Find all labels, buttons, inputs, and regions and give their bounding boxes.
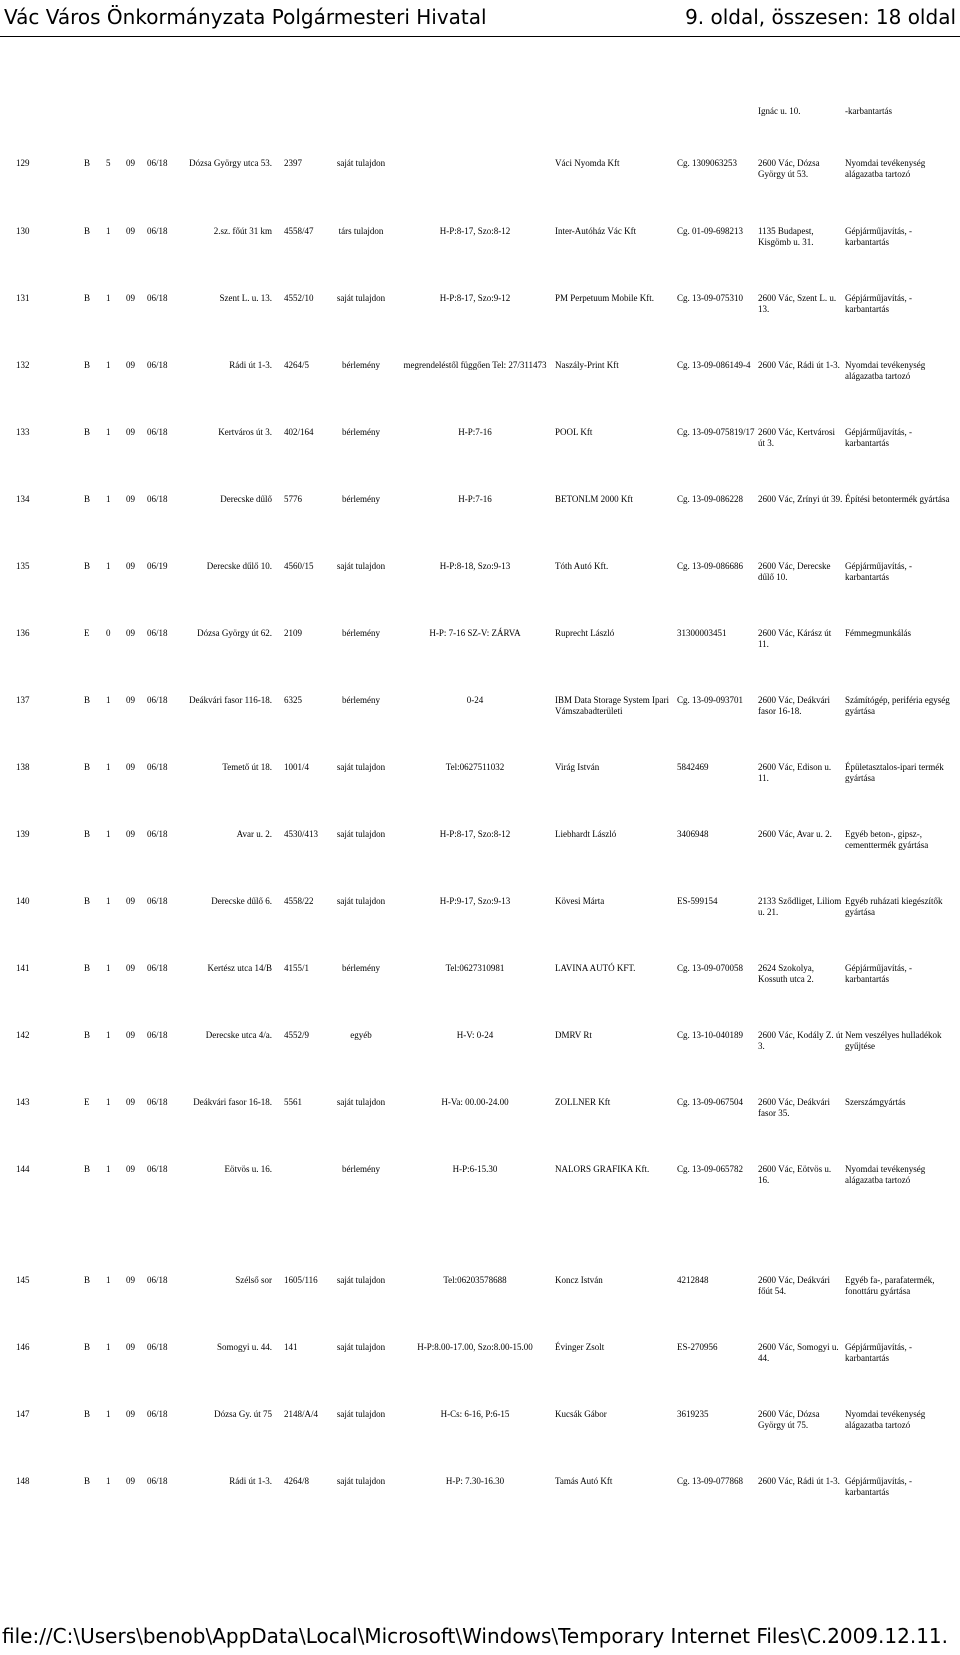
cell-own: saját tulajdon bbox=[336, 762, 386, 772]
cell-date: 06/18 bbox=[147, 829, 168, 839]
cell-date: 06/18 bbox=[147, 1030, 168, 1040]
cell-hours: H-P:8-18, Szo:9-13 bbox=[439, 561, 511, 571]
cell-act: Szerszámgyártás bbox=[845, 1097, 906, 1107]
cell-act: Számítógép, periféria egység gyártása bbox=[845, 695, 950, 716]
cell-reg: Cg. 13-09-086228 bbox=[677, 494, 743, 504]
cell-own: saját tulajdon bbox=[336, 1476, 386, 1486]
cell-hrsz: 4155/1 bbox=[284, 963, 310, 973]
cell-addr: Derecske dűlő bbox=[220, 494, 272, 504]
cell-n2: 09 bbox=[126, 293, 135, 303]
cell-reg: Cg. 13-09-093701 bbox=[677, 695, 743, 705]
cell-act: Nyomdai tevékenység alágazatba tartozó bbox=[845, 1409, 926, 1430]
cell-cat: B bbox=[84, 494, 91, 504]
cell-hours: H-P: 7-16 SZ-V: ZÁRVA bbox=[429, 628, 521, 638]
cell-hrsz: 2148/A/4 bbox=[284, 1409, 319, 1419]
cell-hours: H-Va: 00.00-24.00 bbox=[441, 1097, 509, 1107]
cell-n1: 1 bbox=[106, 695, 111, 705]
cell-name: NALORS GRAFIKA Kft. bbox=[555, 1164, 650, 1174]
cell-addr: Rádi út 1-3. bbox=[229, 1476, 272, 1486]
cell-own: bérlemény bbox=[342, 427, 380, 437]
cell-addr: Derecske utca 4/a. bbox=[205, 1030, 272, 1040]
cell-name: Ruprecht László bbox=[555, 628, 615, 638]
cell-hours: H-P:8-17, Szo:9-12 bbox=[439, 293, 511, 303]
cell-seat: 2600 Vác, Deákvári fasor 35. bbox=[758, 1097, 831, 1118]
cell-date: 06/18 bbox=[147, 1164, 168, 1174]
cell-date: 06/18 bbox=[147, 762, 168, 772]
cell-name: Váci Nyomda Kft bbox=[555, 158, 620, 168]
cell-n2: 09 bbox=[126, 494, 135, 504]
cell-addr: Kertváros út 3. bbox=[218, 427, 272, 437]
cell-addr: Eötvös u. 16. bbox=[224, 1164, 272, 1174]
cell-cat: B bbox=[84, 695, 91, 705]
cell-date: 06/18 bbox=[147, 695, 168, 705]
cell-hours: H-P:9-17, Szo:9-13 bbox=[439, 896, 511, 906]
cell-act: Gépjárműjavítás, -karbantartás bbox=[845, 1342, 912, 1363]
cell-own: saját tulajdon bbox=[336, 829, 386, 839]
cell-own: bérlemény bbox=[342, 695, 380, 705]
cell-n1: 1 bbox=[106, 1275, 111, 1285]
cell-cat: B bbox=[84, 1342, 91, 1352]
cell-no: 138 bbox=[16, 762, 30, 772]
cell-hours: Tel:0627310981 bbox=[445, 963, 505, 973]
cell-hrsz: 4560/15 bbox=[284, 561, 314, 571]
cell-reg: Cg. 13-09-070058 bbox=[677, 963, 743, 973]
cell-hrsz: 4552/9 bbox=[284, 1030, 310, 1040]
cell-name: Évinger Zsolt bbox=[555, 1342, 605, 1352]
cell-addr: Dózsa György utca 53. bbox=[189, 158, 272, 168]
cell-name: Naszály-Print Kft bbox=[555, 360, 619, 370]
page-footer bbox=[0, 1618, 960, 1655]
cell-own: bérlemény bbox=[342, 494, 380, 504]
cell-act: Építési betontermék gyártása bbox=[845, 494, 950, 504]
cell-no: 133 bbox=[16, 427, 30, 437]
cell-seat: 2600 Vác, Rádi út 1-3. bbox=[758, 360, 840, 370]
cell-own: bérlemény bbox=[342, 628, 380, 638]
cell-n1: 1 bbox=[106, 293, 111, 303]
cell-name: Tóth Autó Kft. bbox=[555, 561, 609, 571]
cell-reg: Cg. 13-10-040189 bbox=[677, 1030, 743, 1040]
cell-no: 143 bbox=[16, 1097, 30, 1107]
cell-own: saját tulajdon bbox=[336, 896, 386, 906]
cell-n2: 09 bbox=[126, 1476, 135, 1486]
cell-cat: E bbox=[84, 628, 90, 638]
cell-reg: Cg. 13-09-065782 bbox=[677, 1164, 743, 1174]
cell-addr: Dózsa György út 62. bbox=[197, 628, 272, 638]
cell-no: 146 bbox=[16, 1342, 30, 1352]
cell-name: DMRV Rt bbox=[555, 1030, 592, 1040]
cell-no: 140 bbox=[16, 896, 30, 906]
cell-seat: 1135 Budapest, Kisgömb u. 31. bbox=[758, 226, 814, 247]
cell-n2: 09 bbox=[126, 1275, 135, 1285]
cell-date: 06/18 bbox=[147, 1097, 168, 1107]
cell-date: 06/18 bbox=[147, 293, 168, 303]
cell-act: Gépjárműjavítás, -karbantartás bbox=[845, 226, 912, 247]
cell-seat: 2600 Vác, Kárász út 11. bbox=[758, 628, 832, 649]
cell-seat: 2600 Vác, Deákvári fasor 16-18. bbox=[758, 695, 831, 716]
cell-date: 06/18 bbox=[147, 360, 168, 370]
cell-n1: 1 bbox=[106, 762, 111, 772]
cell-hrsz: 4558/22 bbox=[284, 896, 314, 906]
cell-n2: 09 bbox=[126, 896, 135, 906]
cell-addr: Somogyi u. 44. bbox=[216, 1342, 272, 1352]
cell-own: társ tulajdon bbox=[338, 226, 384, 236]
cell-own: bérlemény bbox=[342, 1164, 380, 1174]
cell-hrsz: 1605/116 bbox=[284, 1275, 318, 1285]
cell-act: Egyéb beton-, gipsz-, cementtermék gyártása bbox=[845, 829, 929, 850]
cell-own: saját tulajdon bbox=[336, 1097, 386, 1107]
cell-act: Épületasztalos-ipari termék gyártása bbox=[845, 762, 944, 783]
cell-own: saját tulajdon bbox=[336, 1409, 386, 1419]
cell-seat: 2600 Vác, Avar u. 2. bbox=[758, 829, 832, 839]
cell-reg: Cg. 1309063253 bbox=[677, 158, 738, 168]
cell-hours: H-P: 7.30-16.30 bbox=[445, 1476, 505, 1486]
cell-seat: 2600 Vác, Kodály Z. út 3. bbox=[758, 1030, 843, 1051]
cell-act: Fémmegmunkálás bbox=[845, 628, 911, 638]
cell-n1: 1 bbox=[106, 963, 111, 973]
cell-hours: H-P:7-16 bbox=[458, 427, 492, 437]
cell-hrsz: 2109 bbox=[284, 628, 302, 638]
cell-reg: 3406948 bbox=[677, 829, 709, 839]
cell-n2: 09 bbox=[126, 360, 135, 370]
header-title: Vác Város Önkormányzata Polgármesteri Hivatal bbox=[4, 5, 487, 29]
cell-hrsz: 4552/10 bbox=[284, 293, 314, 303]
cell-reg: Cg. 13-09-086149-4 bbox=[677, 360, 751, 370]
cell-hrsz: 4264/5 bbox=[284, 360, 310, 370]
cell-hrsz: 2397 bbox=[284, 158, 302, 168]
cell-addr: Szent L. u. 13. bbox=[219, 293, 272, 303]
cell-n2: 09 bbox=[126, 1097, 135, 1107]
page-indicator: 9. oldal, összesen: 18 oldal bbox=[685, 5, 956, 29]
cell-addr: Derecske dűlő 10. bbox=[206, 561, 272, 571]
cell-addr: Derecske dűlő 6. bbox=[211, 896, 272, 906]
cell-seat: 2600 Vác, Kertvárosi út 3. bbox=[758, 427, 836, 448]
cell-cat: B bbox=[84, 829, 91, 839]
cell-name: Koncz István bbox=[555, 1275, 603, 1285]
cell-hrsz: 5776 bbox=[284, 494, 302, 504]
cell-hours: Tel:06203578688 bbox=[443, 1275, 507, 1285]
cell-cat: B bbox=[84, 1030, 91, 1040]
cell-reg: ES-270956 bbox=[677, 1342, 718, 1352]
cell-hrsz: 6325 bbox=[284, 695, 302, 705]
cell-name: Kövesi Márta bbox=[555, 896, 605, 906]
cell-n1: 1 bbox=[106, 1097, 111, 1107]
cell-seat: 2600 Vác, Derecske dűlő 10. bbox=[758, 561, 831, 582]
cell-no: 147 bbox=[16, 1409, 30, 1419]
fragment-activity: -karbantartás bbox=[845, 106, 892, 116]
cell-date: 06/18 bbox=[147, 427, 168, 437]
cell-act: Gépjárműjavítás, -karbantartás bbox=[845, 293, 912, 314]
cell-date: 06/18 bbox=[147, 1275, 168, 1285]
cell-name: Liebhardt László bbox=[555, 829, 617, 839]
cell-reg: 3619235 bbox=[677, 1409, 709, 1419]
cell-hours: H-P:8.00-17.00, Szo:8.00-15.00 bbox=[417, 1342, 533, 1352]
cell-n1: 1 bbox=[106, 226, 111, 236]
cell-cat: B bbox=[84, 762, 91, 772]
cell-cat: B bbox=[84, 1409, 91, 1419]
cell-n1: 1 bbox=[106, 1030, 111, 1040]
cell-n2: 09 bbox=[126, 1030, 135, 1040]
cell-own: saját tulajdon bbox=[336, 1342, 386, 1352]
cell-n2: 09 bbox=[126, 628, 135, 638]
cell-addr: Kertész utca 14/B bbox=[207, 963, 272, 973]
cell-own: saját tulajdon bbox=[336, 293, 386, 303]
cell-n2: 09 bbox=[126, 1164, 135, 1174]
cell-hours: H-P:7-16 bbox=[458, 494, 492, 504]
cell-act: Nyomdai tevékenység alágazatba tartozó bbox=[845, 158, 926, 179]
cell-reg: Cg. 13-09-075310 bbox=[677, 293, 743, 303]
cell-addr: Rádi út 1-3. bbox=[229, 360, 272, 370]
cell-reg: Cg. 13-09-067504 bbox=[677, 1097, 743, 1107]
cell-hours: H-P:6-15.30 bbox=[452, 1164, 498, 1174]
cell-n1: 1 bbox=[106, 427, 111, 437]
cell-addr: 2.sz. főút 31 km bbox=[213, 226, 272, 236]
cell-act: Nyomdai tevékenység alágazatba tartozó bbox=[845, 1164, 926, 1185]
cell-own: saját tulajdon bbox=[336, 561, 386, 571]
cell-no: 136 bbox=[16, 628, 30, 638]
cell-addr: Deákvári fasor 116-18. bbox=[189, 695, 272, 705]
cell-act: Nyomdai tevékenység alágazatba tartozó bbox=[845, 360, 926, 381]
cell-own: saját tulajdon bbox=[336, 1275, 386, 1285]
cell-n1: 1 bbox=[106, 561, 111, 571]
cell-date: 06/18 bbox=[147, 1342, 168, 1352]
footer-path: file://C:\Users\benob\AppData\Local\Microsoft\Windows\Temporary Internet Files\C... bbox=[2, 1624, 840, 1648]
cell-reg: 4212848 bbox=[677, 1275, 709, 1285]
cell-addr: Temető út 18. bbox=[222, 762, 272, 772]
cell-n2: 09 bbox=[126, 561, 135, 571]
cell-reg: Cg. 01-09-698213 bbox=[677, 226, 743, 236]
cell-hrsz: 141 bbox=[284, 1342, 298, 1352]
cell-name: LAVINA AUTÓ KFT. bbox=[555, 963, 636, 973]
cell-hours: Tel:0627511032 bbox=[445, 762, 505, 772]
cell-seat: 2600 Vác, Somogyi u. 44. bbox=[758, 1342, 839, 1363]
cell-no: 137 bbox=[16, 695, 30, 705]
cell-hours: H-P:8-17, Szo:8-12 bbox=[439, 226, 511, 236]
cell-name: Inter-Autóház Vác Kft bbox=[555, 226, 637, 236]
cell-n2: 09 bbox=[126, 829, 135, 839]
cell-date: 06/18 bbox=[147, 1476, 168, 1486]
cell-seat: 2600 Vác, Edison u. 11. bbox=[758, 762, 832, 783]
cell-no: 144 bbox=[16, 1164, 30, 1174]
cell-reg: 5842469 bbox=[677, 762, 709, 772]
cell-reg: Cg. 13-09-086686 bbox=[677, 561, 743, 571]
cell-n2: 09 bbox=[126, 1342, 135, 1352]
cell-reg: Cg. 13-09-077868 bbox=[677, 1476, 743, 1486]
cell-own: bérlemény bbox=[342, 963, 380, 973]
cell-hours: 0-24 bbox=[466, 695, 484, 705]
cell-cat: B bbox=[84, 963, 91, 973]
cell-n1: 1 bbox=[106, 1409, 111, 1419]
cell-own: egyéb bbox=[350, 1030, 372, 1040]
cell-name: Tamás Autó Kft bbox=[555, 1476, 613, 1486]
cell-no: 145 bbox=[16, 1275, 30, 1285]
cell-name: ZOLLNER Kft bbox=[555, 1097, 611, 1107]
cell-date: 06/19 bbox=[147, 561, 168, 571]
cell-hrsz: 4264/8 bbox=[284, 1476, 310, 1486]
cell-n1: 1 bbox=[106, 494, 111, 504]
cell-seat: 2600 Vác, Szent L. u. 13. bbox=[758, 293, 837, 314]
cell-n2: 09 bbox=[126, 1409, 135, 1419]
cell-no: 135 bbox=[16, 561, 30, 571]
cell-n2: 09 bbox=[126, 427, 135, 437]
cell-n1: 1 bbox=[106, 896, 111, 906]
cell-n1: 1 bbox=[106, 829, 111, 839]
cell-hrsz: 4530/413 bbox=[284, 829, 319, 839]
cell-no: 131 bbox=[16, 293, 30, 303]
cell-hrsz: 1001/4 bbox=[284, 762, 310, 772]
cell-n2: 09 bbox=[126, 695, 135, 705]
cell-name: BETONLM 2000 Kft bbox=[555, 494, 633, 504]
cell-n2: 09 bbox=[126, 226, 135, 236]
cell-act: Gépjárműjavítás, -karbantartás bbox=[845, 427, 912, 448]
cell-n2: 09 bbox=[126, 762, 135, 772]
cell-date: 06/18 bbox=[147, 963, 168, 973]
cell-name: Kucsák Gábor bbox=[555, 1409, 607, 1419]
cell-no: 132 bbox=[16, 360, 30, 370]
page-header bbox=[0, 0, 960, 37]
cell-no: 130 bbox=[16, 226, 30, 236]
cell-no: 142 bbox=[16, 1030, 30, 1040]
cell-act: Gépjárműjavítás, -karbantartás bbox=[845, 963, 912, 984]
cell-cat: B bbox=[84, 158, 91, 168]
cell-seat: 2600 Vác, Eötvös u. 16. bbox=[758, 1164, 832, 1185]
cell-seat: 2600 Vác, Deákvári főút 54. bbox=[758, 1275, 831, 1296]
cell-cat: B bbox=[84, 1476, 91, 1486]
cell-cat: B bbox=[84, 293, 91, 303]
cell-date: 06/18 bbox=[147, 628, 168, 638]
cell-seat: 2600 Vác, Rádi út 1-3. bbox=[758, 1476, 840, 1486]
cell-date: 06/18 bbox=[147, 896, 168, 906]
cell-n1: 1 bbox=[106, 1476, 111, 1486]
cell-act: Gépjárműjavítás, -karbantartás bbox=[845, 561, 912, 582]
cell-n2: 09 bbox=[126, 158, 135, 168]
cell-n1: 0 bbox=[106, 628, 111, 638]
cell-name: Virág István bbox=[555, 762, 600, 772]
cell-n1: 5 bbox=[106, 158, 111, 168]
cell-addr: Avar u. 2. bbox=[236, 829, 272, 839]
cell-reg: 31300003451 bbox=[677, 628, 727, 638]
cell-n1: 1 bbox=[106, 1342, 111, 1352]
cell-n2: 09 bbox=[126, 963, 135, 973]
cell-addr: Deákvári fasor 16-18. bbox=[193, 1097, 272, 1107]
cell-hrsz: 5561 bbox=[284, 1097, 302, 1107]
cell-cat: B bbox=[84, 1275, 91, 1285]
cell-hours: H-V: 0-24 bbox=[456, 1030, 494, 1040]
cell-seat: 2624 Szokolya, Kossuth utca 2. bbox=[758, 963, 814, 984]
cell-own: saját tulajdon bbox=[336, 158, 386, 168]
cell-name: IBM Data Storage System Ipari Vámszabadterületi bbox=[555, 695, 669, 716]
cell-no: 134 bbox=[16, 494, 30, 504]
footer-date: 2009.12.11. bbox=[827, 1624, 948, 1648]
cell-hrsz: 4558/47 bbox=[284, 226, 314, 236]
cell-seat: 2133 Sződliget, Liliom u. 21. bbox=[758, 896, 842, 917]
cell-cat: B bbox=[84, 226, 91, 236]
cell-name: PM Perpetuum Mobile Kft. bbox=[555, 293, 654, 303]
cell-hours: H-P:8-17, Szo:8-12 bbox=[439, 829, 511, 839]
cell-cat: B bbox=[84, 561, 91, 571]
cell-no: 141 bbox=[16, 963, 30, 973]
cell-cat: B bbox=[84, 427, 91, 437]
cell-seat: 2600 Vác, Dózsa György út 53. bbox=[758, 158, 820, 179]
cell-date: 06/18 bbox=[147, 494, 168, 504]
cell-name: POOL Kft bbox=[555, 427, 593, 437]
cell-act: Egyéb fa-, parafatermék, fonottáru gyártása bbox=[845, 1275, 935, 1296]
cell-reg: Cg. 13-09-075819/17 bbox=[677, 427, 755, 437]
cell-hours: megrendeléstől függően Tel: 27/311473 bbox=[403, 360, 547, 370]
cell-n1: 1 bbox=[106, 360, 111, 370]
cell-date: 06/18 bbox=[147, 1409, 168, 1419]
fragment-address: Ignác u. 10. bbox=[758, 106, 801, 116]
cell-no: 148 bbox=[16, 1476, 30, 1486]
cell-no: 129 bbox=[16, 158, 30, 168]
cell-date: 06/18 bbox=[147, 226, 168, 236]
cell-own: bérlemény bbox=[342, 360, 380, 370]
cell-cat: B bbox=[84, 360, 91, 370]
cell-cat: E bbox=[84, 1097, 90, 1107]
cell-addr: Szélső sor bbox=[235, 1275, 272, 1285]
cell-seat: 2600 Vác, Zrínyi út 39. bbox=[758, 494, 843, 504]
cell-act: Nem veszélyes hulladékok gyűjtése bbox=[845, 1030, 942, 1051]
cell-act: Gépjárműjavítás, -karbantartás bbox=[845, 1476, 912, 1497]
cell-act: Egyéb ruházati kiegészítők gyártása bbox=[845, 896, 943, 917]
cell-cat: B bbox=[84, 1164, 91, 1174]
cell-seat: 2600 Vác, Dózsa György út 75. bbox=[758, 1409, 820, 1430]
cell-addr: Dózsa Gy. út 75 bbox=[214, 1409, 272, 1419]
cell-date: 06/18 bbox=[147, 158, 168, 168]
cell-no: 139 bbox=[16, 829, 30, 839]
cell-hrsz: 402/164 bbox=[284, 427, 314, 437]
cell-hours: H-Cs: 6-16, P:6-15 bbox=[440, 1409, 510, 1419]
cell-n1: 1 bbox=[106, 1164, 111, 1174]
cell-reg: ES-599154 bbox=[677, 896, 718, 906]
cell-cat: B bbox=[84, 896, 91, 906]
